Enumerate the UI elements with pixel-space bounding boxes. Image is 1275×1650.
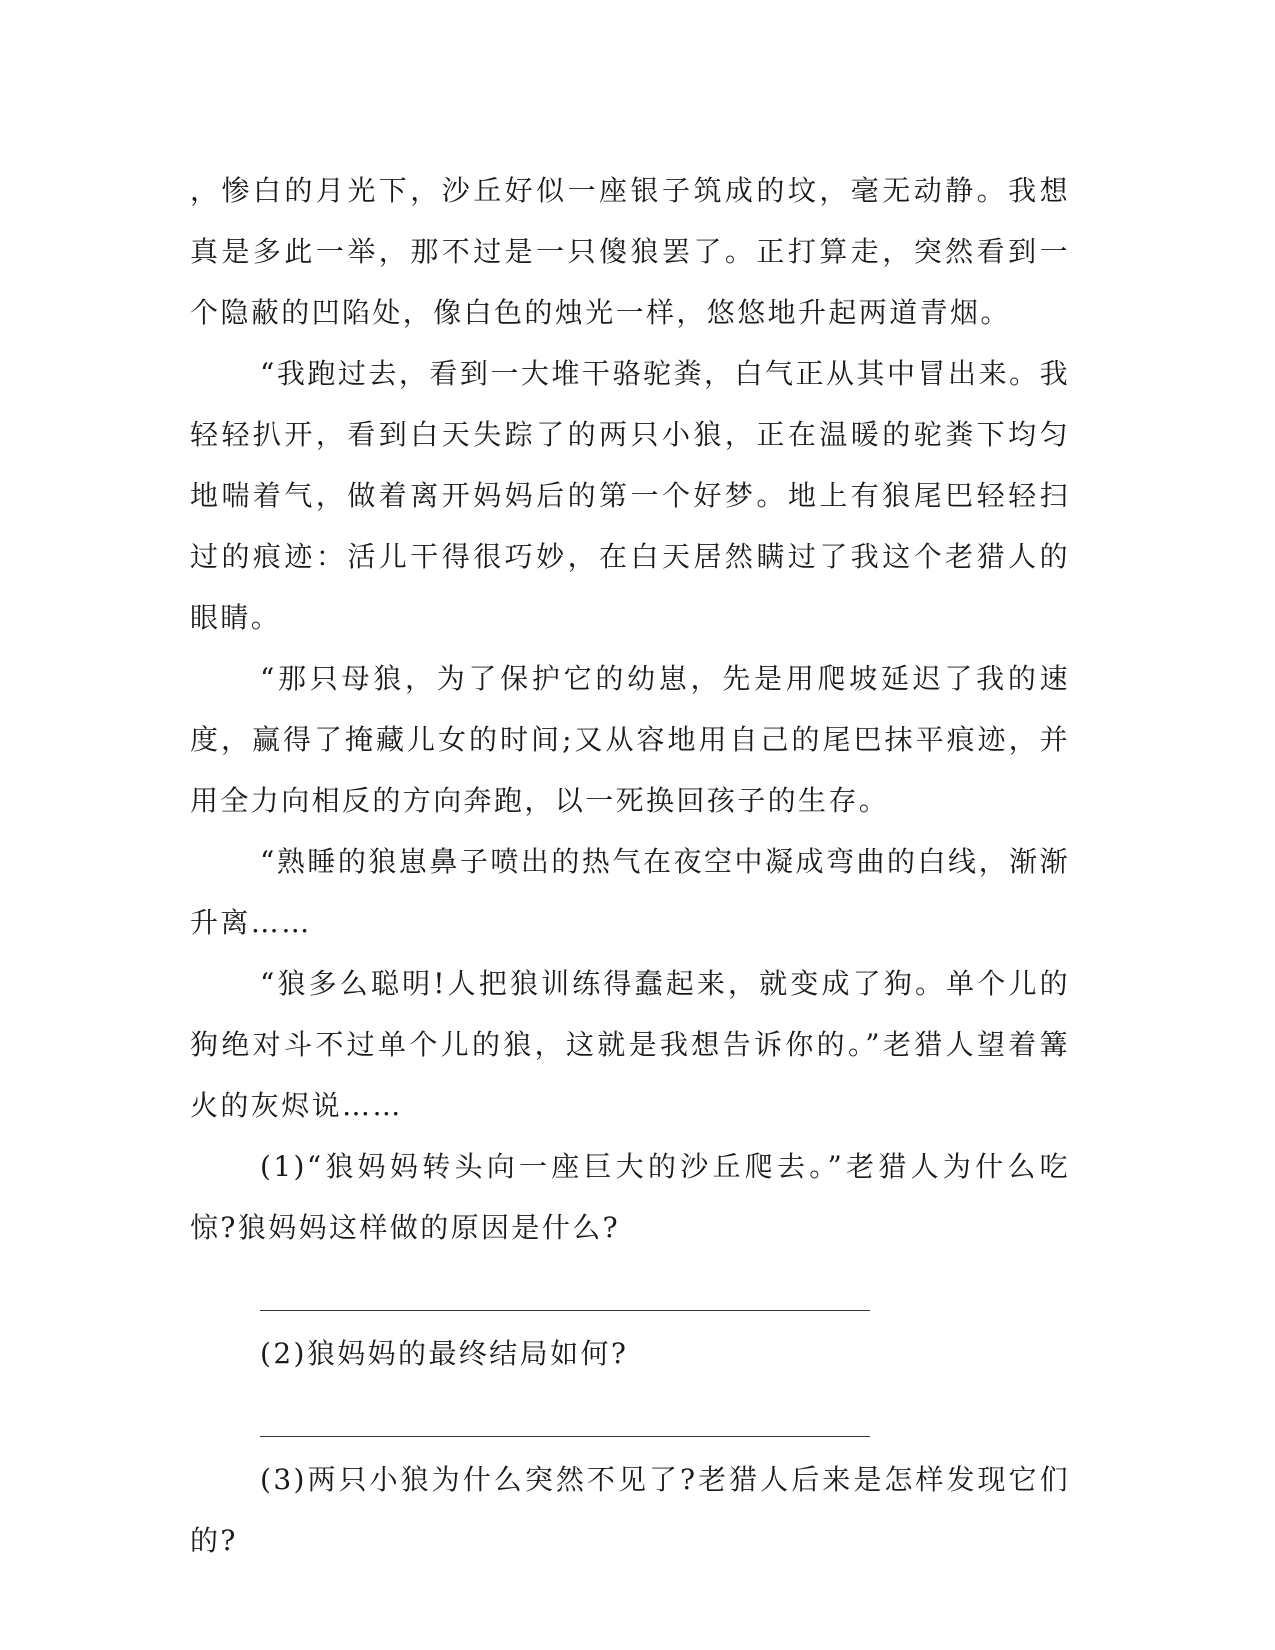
- question-2: (2)狼妈妈的最终结局如何?: [260, 1337, 629, 1370]
- paragraph-3: “那只母狼，为了保护它的幼崽，先是用爬坡延迟了我的速度，赢得了掩藏儿女的时间;又从容地用自己的尾巴抹平痕迹，并用全力向相反的方向奔跑，以一死换回孩子的生存。: [190, 662, 1070, 817]
- paragraph-5: “狼多么聪明!人把狼训练得蠢起来，就变成了狗。单个儿的狗绝对斗不过单个儿的狼，这就是我想告诉你的。”老猎人望着篝火的灰烬说……: [190, 967, 1070, 1122]
- answer-line-2[interactable]: [260, 1436, 870, 1437]
- question-3: (3)两只小狼为什么突然不见了?老猎人后来是怎样发现它们的?: [190, 1463, 1070, 1557]
- document-body: [190, 160, 1070, 1571]
- paragraph-2: “我跑过去，看到一大堆干骆驼粪，白气正从其中冒出来。我轻轻扒开，看到白天失踪了的两只小狼，正在温暖的驼粪下均匀地喘着气，做着离开妈妈后的第一个好梦。地上有狼尾巴轻轻扫过的痕迹：活儿干得很巧妙，在白天居然瞒过了我这个老猎人的眼睛。: [190, 357, 1070, 634]
- paragraph-1: ，惨白的月光下，沙丘好似一座银子筑成的坟，毫无动静。我想真是多此一举，那不过是一只傻狼罢了。正打算走，突然看到一个隐蔽的凹陷处，像白色的烛光一样，悠悠地升起两道青烟。: [190, 174, 1070, 329]
- question-1: (1)“狼妈妈转头向一座巨大的沙丘爬去。”老猎人为什么吃惊?狼妈妈这样做的原因是什么?: [190, 1150, 1070, 1244]
- answer-line-1[interactable]: [260, 1310, 870, 1311]
- paragraph-4: “熟睡的狼崽鼻子喷出的热气在夜空中凝成弯曲的白线，渐渐升离……: [190, 845, 1070, 939]
